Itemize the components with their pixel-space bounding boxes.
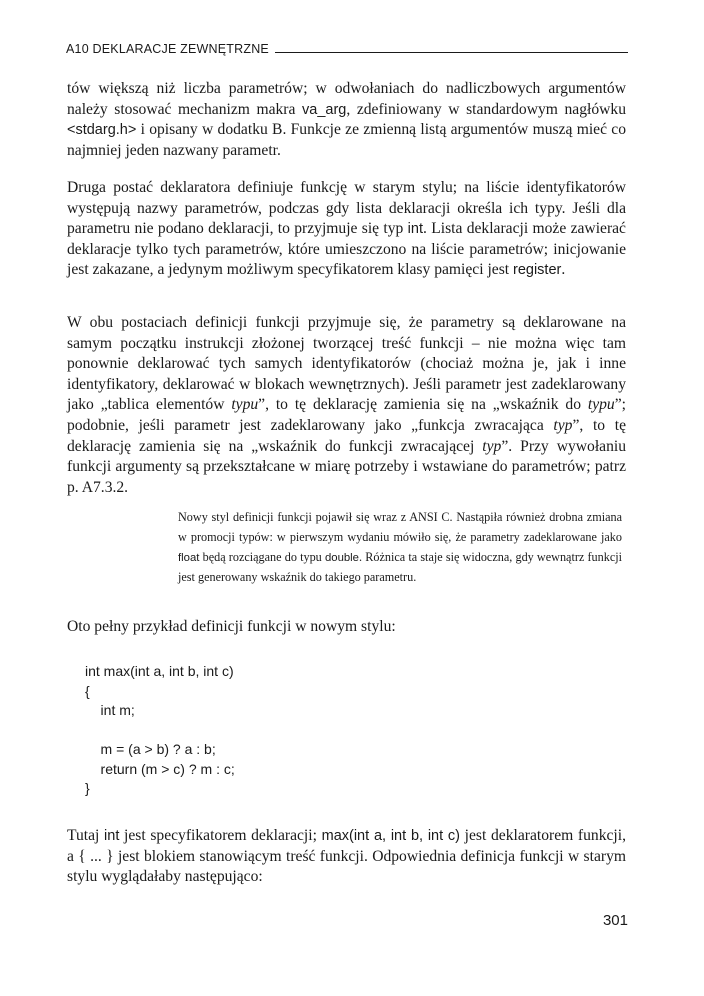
- p5-code-int: int: [104, 828, 120, 844]
- paragraph-4: [67, 617, 626, 638]
- running-header: [66, 36, 628, 56]
- p2-text-2: . Lista deklaracji może zawierać deklaracje tylko tych parametrów, które umieszczono na liście parametrów; inicjowanie jest zakazane, a jedynym możliwym specyfikatorem klasy pamięci jest: [67, 220, 626, 279]
- code-line: }: [85, 780, 90, 796]
- p1-code-va-arg: va_arg: [302, 101, 347, 118]
- paragraph-2: [67, 178, 626, 281]
- p4-text: Oto pełny przykład definicji funkcji w nowym stylu:: [67, 618, 396, 635]
- header-rule: [275, 52, 628, 53]
- p3-italic-typ-2: typ: [482, 437, 502, 455]
- p1-text-1: tów większą niż liczba parametrów; w odwołaniach do nadliczbowych argumentów należy stosować mechanizm makra: [67, 80, 626, 118]
- p1-code-stdarg: <stdarg.h>: [67, 122, 137, 139]
- historical-note: [178, 508, 622, 588]
- p2-text-3: .: [561, 261, 566, 279]
- p1-text-3: i opisany w dodatku B. Funkcje ze zmienną listą argumentów muszą mieć co najmniej jeden nazwany parametr.: [67, 121, 626, 159]
- p3-italic-typu-2: typu: [587, 396, 615, 414]
- page-number: 301: [602, 912, 628, 929]
- note-code-double: double: [324, 551, 359, 564]
- p3-text-5: ”. Przy wywołaniu funkcji argumenty są przekształcane w miarę potrzeby i wstawiane do parametrów; patrz p. A7.3.2.: [67, 437, 626, 496]
- p2-code-int: int: [407, 221, 423, 238]
- p2-text-1: Druga postać deklaratora definiuje funkcję w starym stylu; na liście identyfikatorów występują nazwy parametrów, podczas gdy lista deklaracji określa ich typy. Jeśli dla parametru nie podano deklaracji, to przyjmuje się typ: [67, 179, 626, 238]
- code-line: {: [85, 682, 90, 699]
- p5-text-3: jest deklaratorem funkcji, a { ... } jest blokiem stanowiącym treść funkcji. Odpowiednia definicja funkcji w starym stylu wyglądałaby następująco:: [67, 827, 626, 886]
- p5-text-1: Tutaj: [67, 827, 105, 844]
- p3-text-1: W obu postaciach definicji funkcji przyjmuje się, że parametry są deklarowane na samym początku instrukcji złożonej tworzącej treść funkcji – nie można więc tam ponownie deklarować tych samych identyfikatorów (chociaż można je, jak i inne identyfikatory, deklarować w blokach wewnętrznych). Jeśli parametr jest zadeklarowany jako „tablica elementów: [67, 314, 626, 414]
- note-text-2: będą rozciągane do typu: [199, 549, 325, 564]
- code-line: int max(int a, int b, int c): [85, 663, 234, 679]
- p2-code-register: register: [513, 262, 562, 279]
- code-line: return (m > c) ? m : c;: [85, 760, 235, 777]
- p3-text-3: ”; podobnie, jeśli parametr jest zadeklarowany jako „funkcja zwracająca: [67, 396, 626, 434]
- p3-italic-typ-1: typ: [553, 416, 573, 434]
- p5-text-2: jest specyfikatorem deklaracji;: [119, 827, 322, 844]
- p3-italic-typu-1: typu: [231, 396, 259, 414]
- p3-text-4: ”, to tę deklarację zamienia się na „wskaźnik do funkcji zwracającej: [67, 416, 627, 455]
- p5-code-declarator: max(int a, int b, int c): [321, 828, 461, 844]
- paragraph-3: [67, 313, 626, 498]
- code-line: int m;: [85, 702, 135, 718]
- code-line: m = (a > b) ? a : b;: [85, 741, 216, 757]
- p3-text-2: ”, to tę deklarację zamienia się na „wskaźnik do: [258, 396, 588, 414]
- header-title: A10 DEKLARACJE ZEWNĘTRZNE: [66, 42, 269, 56]
- paragraph-5: [67, 826, 626, 888]
- paragraph-1: [67, 79, 626, 161]
- code-line: [85, 721, 485, 741]
- code-example: [85, 662, 485, 799]
- note-code-float: float: [178, 551, 200, 564]
- p1-text-2: , zdefiniowany w standardowym nagłówku: [346, 100, 626, 118]
- note-text-1: Nowy styl definicji funkcji pojawił się wraz z ANSI C. Nastąpiła również drobna zmiana w promocji typów: w pierwszym wydaniu mówiło się, że parametry zadeklarowane jako: [178, 510, 622, 544]
- note-text-3: . Różnica ta staje się widoczna, gdy wewnątrz funkcji jest generowany wskaźnik do takiego parametru.: [178, 549, 623, 585]
